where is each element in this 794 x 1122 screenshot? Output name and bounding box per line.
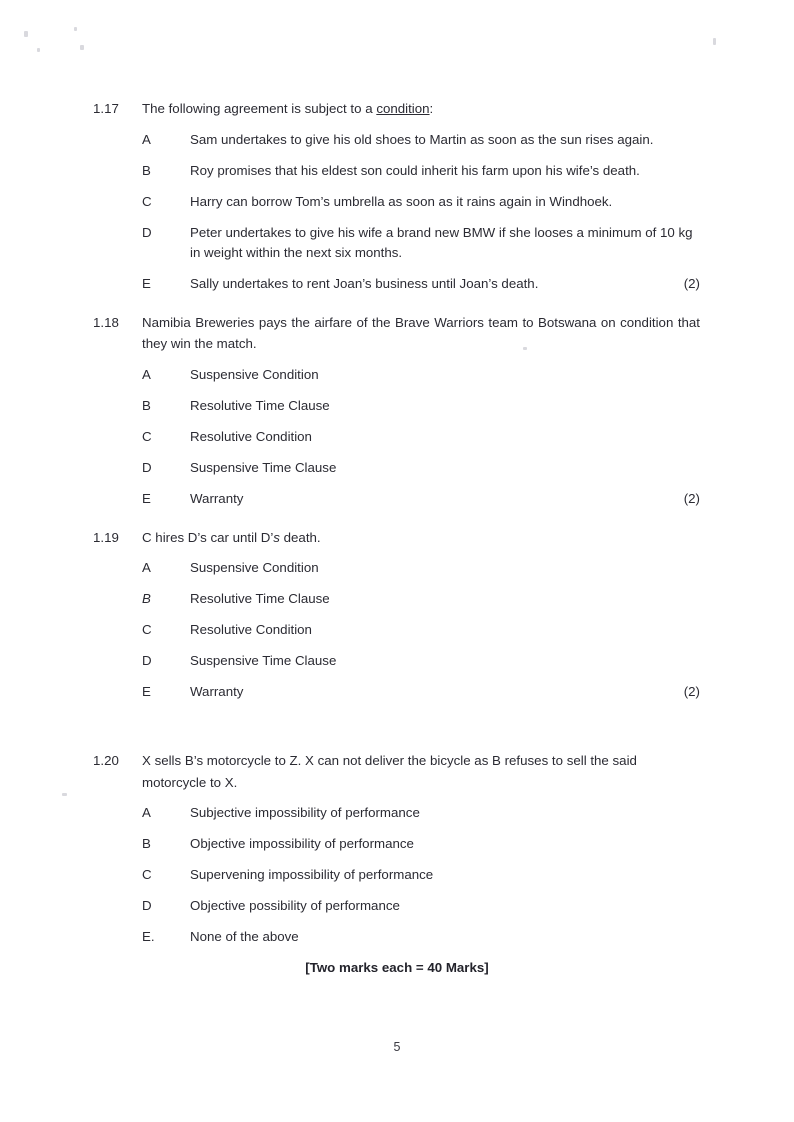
option-text: Objective impossibility of performance [190,836,414,851]
option-text: Warranty [190,490,244,506]
scan-artifact [713,38,716,45]
stem-text-part: death. [279,529,321,545]
option-row[interactable] [93,274,700,294]
question-stem [93,312,700,355]
option-letter: B [142,162,151,178]
option-list [93,365,700,509]
option-list [93,803,700,947]
option-row[interactable] [93,489,700,509]
option-text: Resolutive Condition [190,622,312,637]
option-letter: A [142,805,151,820]
option-letter: A [142,366,151,382]
option-letter: B [142,397,151,413]
option-letter: E [142,684,151,699]
option-letter: E. [142,929,155,944]
option-marks: (2) [683,684,700,699]
option-text: Suspensive Condition [190,366,319,382]
option-row[interactable] [93,651,700,671]
option-row[interactable] [93,161,700,181]
scan-artifact [62,793,67,796]
option-letter: E [142,490,151,506]
option-text: Sam undertakes to give his old shoes to Martin as soon as the sun rises again. [190,131,654,147]
option-row[interactable] [93,896,700,916]
option-letter: D [142,459,152,475]
option-row[interactable] [93,427,700,447]
stem-text-part: : [429,101,434,116]
option-row[interactable] [93,620,700,640]
option-list [93,130,700,294]
option-text: Resolutive Time Clause [190,591,330,606]
stem-text-part: The following agreement is subject to a [142,101,377,116]
option-text: Subjective impossibility of performance [190,805,420,820]
spacer [93,509,700,527]
stem-text: X sells B’s motorcycle to Z. X can not deliver the bicycle as B refuses to sell the said motorcycle to X. [142,753,637,790]
option-letter: C [142,193,152,209]
question-stem [93,98,700,120]
spacer [93,702,700,750]
option-text: Objective possibility of performance [190,898,400,913]
question-1-20 [93,750,700,947]
option-row[interactable] [93,927,700,947]
option-text: Suspensive Time Clause [190,653,337,668]
option-text: Harry can borrow Tom’s umbrella as soon as it rains again in Windhoek. [190,193,613,209]
question-number: 1.19 [93,529,119,545]
option-letter: C [142,622,152,637]
option-row[interactable] [93,803,700,823]
option-row[interactable] [93,834,700,854]
option-row[interactable] [93,558,700,578]
option-text: None of the above [190,929,299,944]
option-row[interactable] [93,192,700,212]
stem-text: Namibia Breweries pays the airfare of the Brave Warriors team to Botswana on condition that they win the match. [142,314,700,351]
option-row[interactable] [93,682,700,702]
option-text: Resolutive Condition [190,428,312,444]
option-letter: B [142,591,151,606]
option-text: Suspensive Time Clause [190,459,337,475]
option-letter: D [142,224,152,240]
question-stem [93,527,700,549]
option-text: Resolutive Time Clause [190,397,330,413]
option-row[interactable] [93,865,700,885]
option-letter: A [142,560,151,575]
scan-artifact [74,27,77,31]
question-number: 1.20 [93,753,119,768]
option-marks: (2) [683,490,700,506]
question-1-19 [93,527,700,703]
option-letter: C [142,428,152,444]
option-row[interactable] [93,130,700,150]
question-1-18 [93,312,700,509]
question-list [93,98,700,947]
stem-italic-part: s [273,529,280,545]
option-text: Warranty [190,684,244,699]
scan-artifact [37,48,40,52]
page-number: 5 [393,1040,401,1054]
option-row[interactable] [93,458,700,478]
option-letter: E [142,275,151,291]
option-letter: C [142,867,152,882]
option-text: Suspensive Condition [190,560,319,575]
option-text: Sally undertakes to rent Joan’s business until Joan’s death. [190,275,539,291]
option-letter: A [142,131,151,147]
option-marks: (2) [683,275,700,291]
option-row[interactable] [93,589,700,609]
marks-summary: [Two marks each = 40 Marks] [305,960,489,975]
option-text: Supervening impossibility of performance [190,867,434,882]
option-list [93,558,700,702]
option-text: Peter undertakes to give his wife a brand new BMW if she looses a minimum of 10 kg in weight within the next six months. [190,224,693,260]
option-row[interactable] [93,365,700,385]
scan-artifact [24,31,28,37]
option-text: Roy promises that his eldest son could inherit his farm upon his wife’s death. [190,162,640,178]
spacer [93,294,700,312]
option-letter: D [142,653,152,668]
question-stem [93,750,700,793]
stem-underlined-term: condition [376,101,430,116]
option-letter: D [142,898,152,913]
question-1-17 [93,98,700,294]
option-row[interactable] [93,223,700,263]
question-number: 1.18 [93,314,119,330]
option-letter: B [142,836,151,851]
stem-text-part: C hires D’s car until D’ [142,529,274,545]
scan-artifact [80,45,84,50]
question-number: 1.17 [93,101,119,116]
option-row[interactable] [93,396,700,416]
